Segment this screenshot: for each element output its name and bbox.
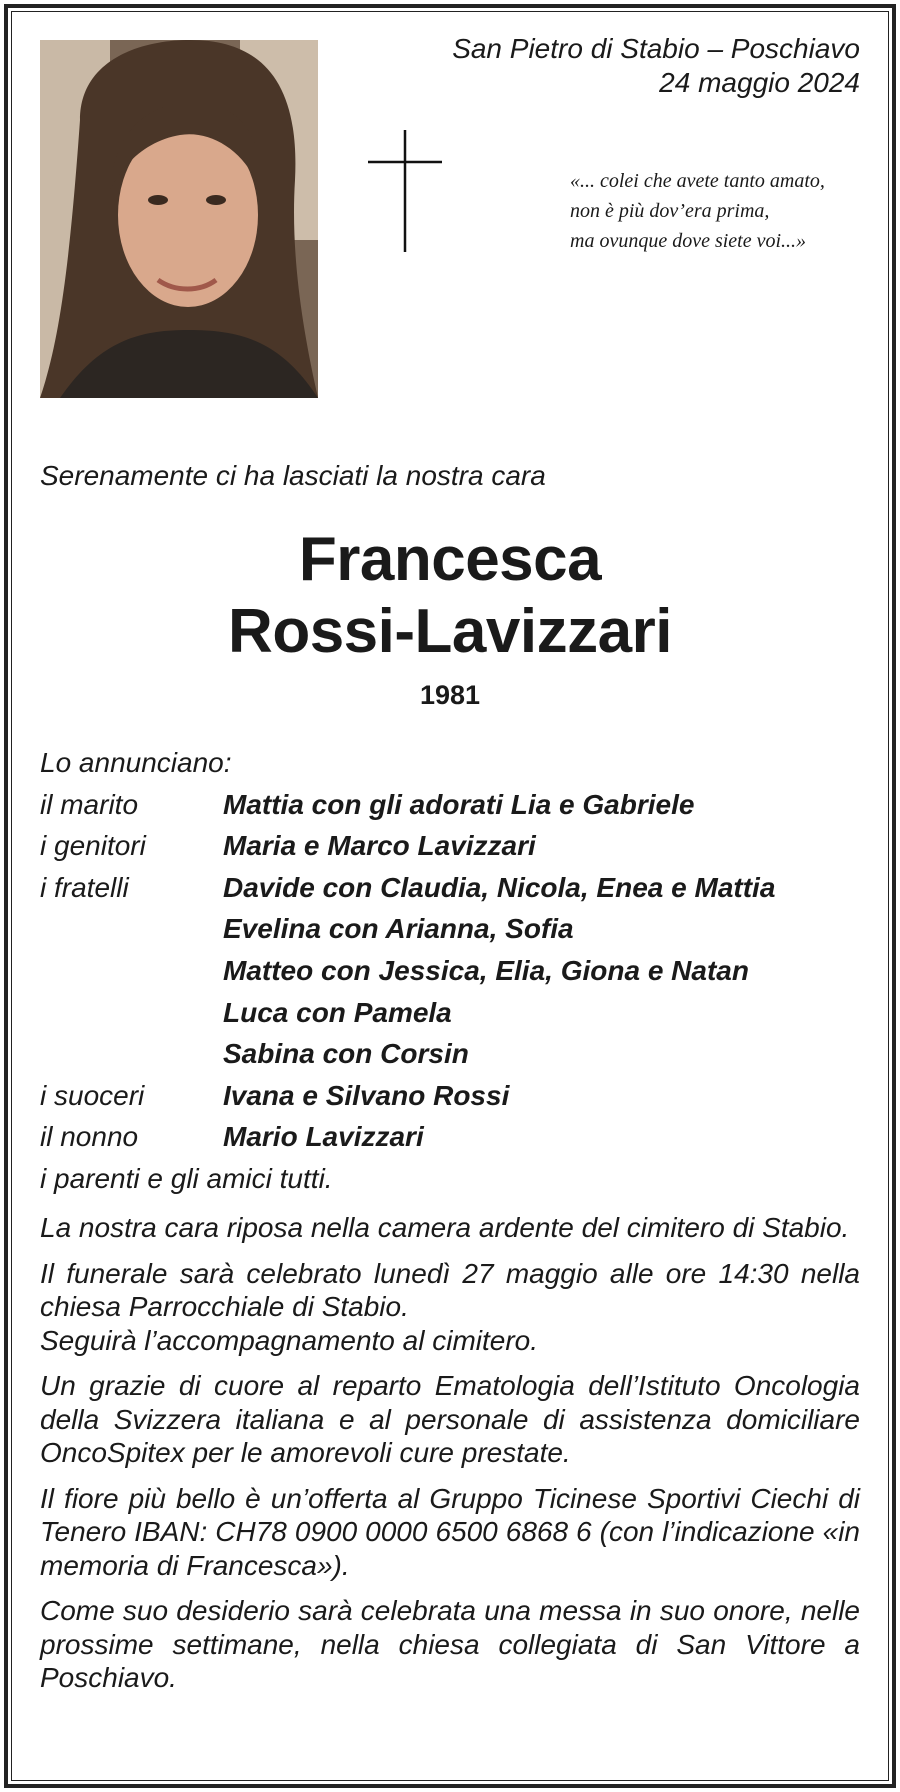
family-relation: i fratelli <box>40 871 129 903</box>
family-list <box>40 742 860 1200</box>
family-relation <box>40 950 223 992</box>
family-names: Sabina con Corsin <box>223 1038 469 1070</box>
family-relation <box>40 908 223 950</box>
family-names: Ivana e Silvano Rossi <box>223 1079 510 1111</box>
first-name: Francesca <box>298 525 602 594</box>
thanks-paragraph: Un grazie di cuore al reparto Ematologia dell’Istituto Oncologia della Svizzera italiana e al personale di assistenza domiciliare OncoSpitex per le amorevoli cure prestate. <box>40 1370 860 1468</box>
cross-icon <box>368 130 442 252</box>
family-row <box>40 1116 860 1158</box>
family-closing: i parenti e gli amici tutti. <box>40 1162 333 1194</box>
quote-line: non è più dov’era prima, <box>570 200 770 222</box>
portrait-photo <box>40 40 318 398</box>
family-names: Mario Lavizzari <box>223 1121 424 1153</box>
family-row <box>40 784 860 826</box>
family-row <box>40 825 860 867</box>
family-relation <box>40 1033 223 1075</box>
family-names: Luca con Pamela <box>223 996 452 1028</box>
family-row <box>40 1033 860 1075</box>
deceased-name <box>0 524 900 668</box>
funeral-paragraph <box>40 1257 860 1358</box>
place-line: San Pietro di Stabio – Poschiavo <box>452 33 860 64</box>
quote-line: ma ovunque dove siete voi...» <box>570 230 807 252</box>
family-relation <box>40 992 223 1034</box>
family-row <box>40 1075 860 1117</box>
family-names: Maria e Marco Lavizzari <box>223 830 536 862</box>
wake-paragraph: La nostra cara riposa nella camera ardente del cimitero di Stabio. <box>40 1212 850 1243</box>
family-row <box>40 950 860 992</box>
notice-paragraphs <box>40 1211 860 1707</box>
intro-text: Serenamente ci ha lasciati la nostra cara <box>40 460 546 491</box>
donation-paragraph: Il fiore più bello è un’offerta al Gruppo Ticinese Sportivi Ciechi di Tenero IBAN: CH78 0900 0000 6500 6868 6 (con l’indicazione «in memoria di Francesca»). <box>40 1482 860 1581</box>
family-names: Mattia con gli adorati Lia e Gabriele <box>223 788 695 820</box>
date-line: 24 maggio 2024 <box>659 67 860 98</box>
family-heading: Lo annunciano: <box>40 747 232 778</box>
family-names: Matteo con Jessica, Elia, Giona e Natan <box>223 954 749 986</box>
quote-line: «... colei che avete tanto amato, <box>570 170 825 192</box>
family-relation: il marito <box>40 788 139 820</box>
family-row <box>40 908 860 950</box>
birth-year: 1981 <box>419 680 481 710</box>
family-relation: i genitori <box>40 830 146 862</box>
place-date-block <box>452 32 860 100</box>
last-name: Rossi-Lavizzari <box>228 597 672 666</box>
procession-text: Seguirà l’accompagnamento al cimitero. <box>40 1324 539 1356</box>
family-row <box>40 867 860 909</box>
epigraph-quote <box>570 166 870 256</box>
family-names: Evelina con Arianna, Sofia <box>223 913 574 945</box>
funeral-text: Il funerale sarà celebrato lunedì 27 maggio alle ore 14:30 nella chiesa Parrocchiale di Stabio. <box>40 1257 860 1322</box>
family-names: Davide con Claudia, Nicola, Enea e Mattia <box>223 871 776 903</box>
mass-paragraph: Come suo desiderio sarà celebrata una messa in suo onore, nelle prossime settimane, nella chiesa collegiata di San Vittore a Poschiavo. <box>40 1595 860 1693</box>
family-row <box>40 992 860 1034</box>
family-relation: i suoceri <box>40 1079 145 1111</box>
family-relation: il nonno <box>40 1121 139 1153</box>
